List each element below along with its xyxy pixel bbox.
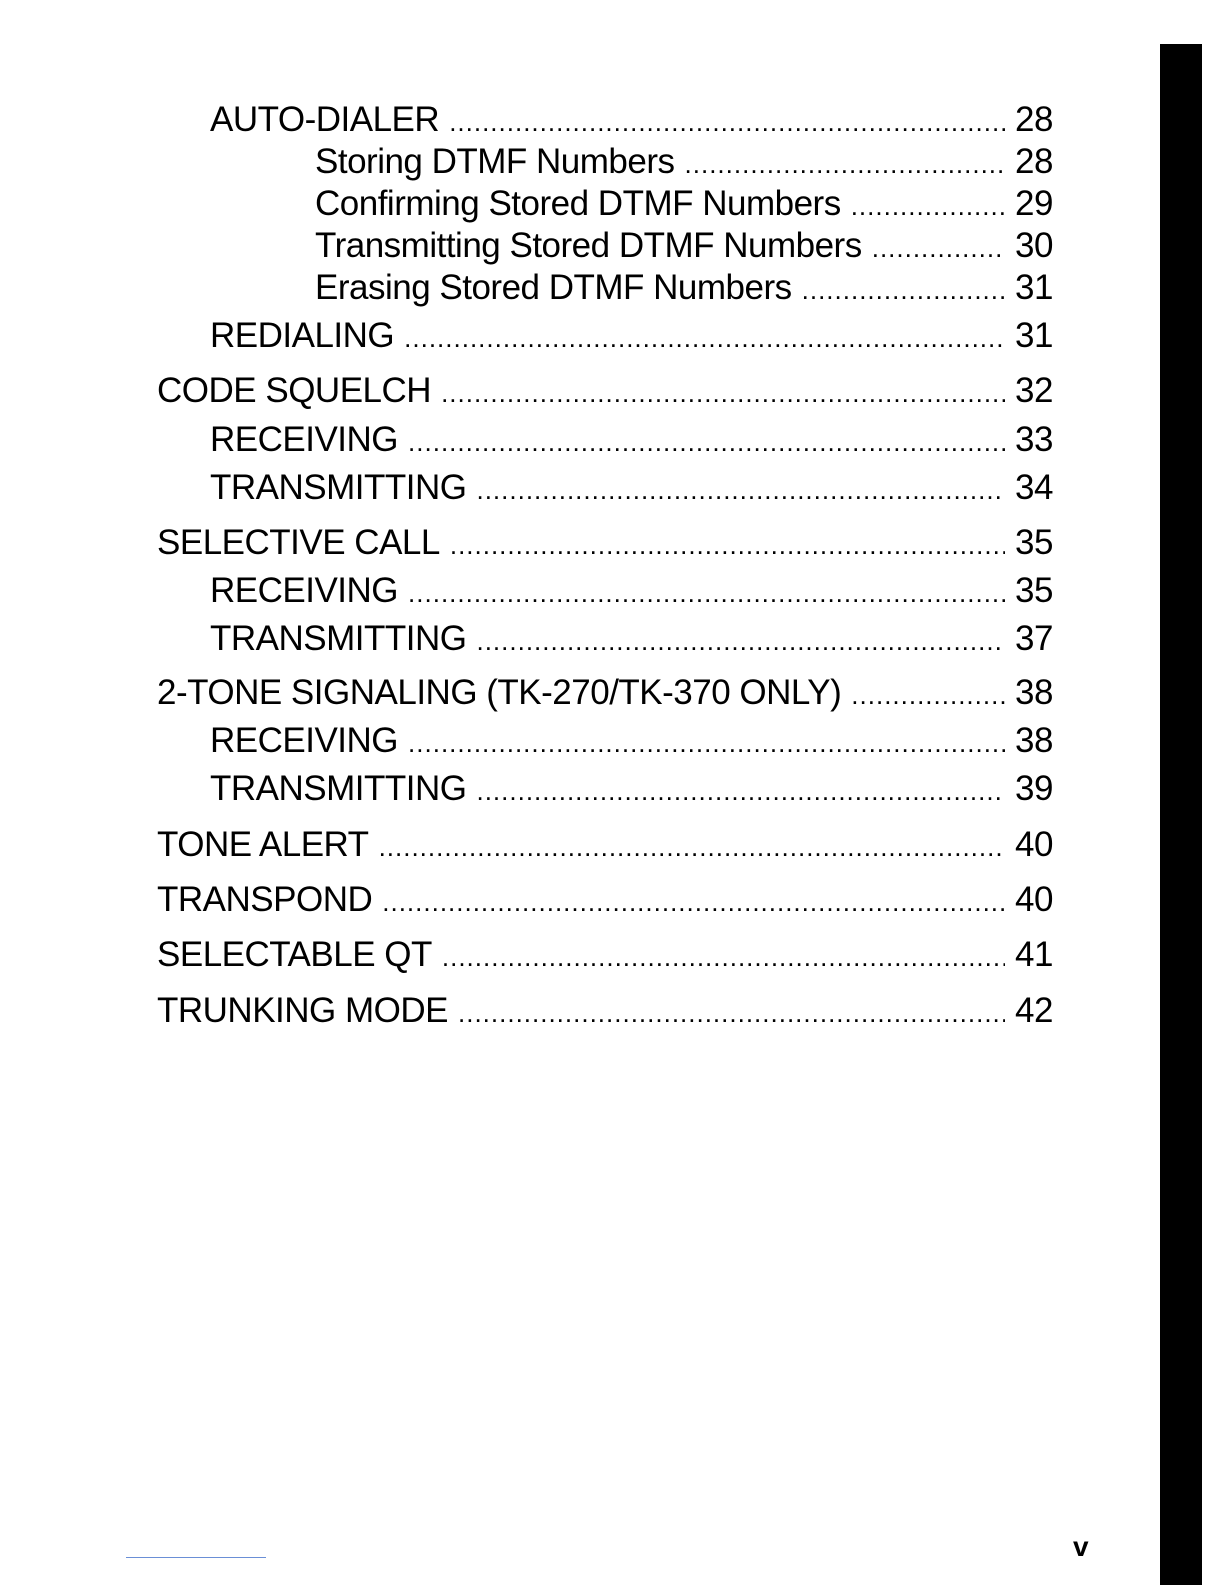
toc-entry-page: 32 xyxy=(1015,371,1053,410)
dot-leader xyxy=(441,373,1005,413)
toc-entry-label: TRANSPOND xyxy=(157,880,373,919)
toc-entry-label: TRANSMITTING xyxy=(210,769,467,808)
dot-leader xyxy=(872,228,1005,268)
toc-entry-selectable-qt[interactable] xyxy=(157,935,1057,977)
dot-leader xyxy=(408,723,1005,763)
toc-entry-redialing[interactable] xyxy=(210,316,1057,358)
toc-entry-page: 35 xyxy=(1015,571,1053,610)
toc-entry-selective-call[interactable] xyxy=(157,523,1057,565)
toc-entry-page: 38 xyxy=(1015,673,1053,712)
toc-entry-label: CODE SQUELCH xyxy=(157,371,432,410)
toc-entry-transmitting-stored-dtmf-numbers[interactable] xyxy=(315,226,1057,268)
toc-entry-label: SELECTIVE CALL xyxy=(157,523,440,562)
toc-entry-page: 37 xyxy=(1015,619,1053,658)
toc-entry-2-tone-transmitting[interactable] xyxy=(210,769,1057,811)
dot-leader xyxy=(476,470,1005,510)
toc-entry-label: TRUNKING MODE xyxy=(157,991,448,1030)
dot-leader xyxy=(442,937,1005,977)
toc-entry-code-squelch-receiving[interactable] xyxy=(210,420,1057,462)
toc-entry-label: Erasing Stored DTMF Numbers xyxy=(315,268,792,307)
footnote-divider xyxy=(126,1557,266,1558)
dot-leader xyxy=(450,525,1005,565)
toc-entry-2-tone-signaling[interactable] xyxy=(157,673,1057,715)
dot-leader xyxy=(382,882,1005,922)
toc-entry-transpond[interactable] xyxy=(157,880,1057,922)
dot-leader xyxy=(476,621,1005,661)
toc-entry-page: 40 xyxy=(1015,825,1053,864)
toc-entry-label: TRANSMITTING xyxy=(210,619,467,658)
toc-entry-page: 39 xyxy=(1015,769,1053,808)
toc-entry-storing-dtmf-numbers[interactable] xyxy=(315,142,1057,184)
toc-entry-code-squelch-transmitting[interactable] xyxy=(210,468,1057,510)
toc-entry-label: Confirming Stored DTMF Numbers xyxy=(315,184,841,223)
toc-entry-label: SELECTABLE QT xyxy=(157,935,432,974)
toc-entry-page: 42 xyxy=(1015,991,1053,1030)
dot-leader xyxy=(685,144,1005,184)
toc-entry-page: 29 xyxy=(1015,184,1053,223)
toc-entry-confirming-stored-dtmf-numbers[interactable] xyxy=(315,184,1057,226)
dot-leader xyxy=(851,675,1005,715)
toc-entry-tone-alert[interactable] xyxy=(157,825,1057,867)
page-number: v xyxy=(1073,1531,1089,1562)
toc-entry-label: Transmitting Stored DTMF Numbers xyxy=(315,226,862,265)
dot-leader xyxy=(408,573,1005,613)
toc-entry-page: 35 xyxy=(1015,523,1053,562)
toc-entry-selective-call-receiving[interactable] xyxy=(210,571,1057,613)
toc-entry-label: AUTO-DIALER xyxy=(210,100,440,139)
toc-entry-label: 2-TONE SIGNALING (TK-270/TK-370 ONLY) xyxy=(157,673,842,712)
toc-entry-page: 28 xyxy=(1015,142,1053,181)
dot-leader xyxy=(404,318,1005,358)
toc-entry-label: RECEIVING xyxy=(210,571,399,610)
dot-leader xyxy=(408,422,1005,462)
toc-entry-page: 28 xyxy=(1015,100,1053,139)
dot-leader xyxy=(379,827,1005,867)
toc-entry-page: 33 xyxy=(1015,420,1053,459)
toc-entry-trunking-mode[interactable] xyxy=(157,991,1057,1033)
toc-entry-label: RECEIVING xyxy=(210,721,399,760)
toc-entry-page: 41 xyxy=(1015,935,1053,974)
toc-entry-label: RECEIVING xyxy=(210,420,399,459)
toc-entry-page: 30 xyxy=(1015,226,1053,265)
toc-entry-code-squelch[interactable] xyxy=(157,371,1057,413)
toc-entry-page: 31 xyxy=(1015,268,1053,307)
toc-entry-label: Storing DTMF Numbers xyxy=(315,142,675,181)
toc-entry-label: TRANSMITTING xyxy=(210,468,467,507)
dot-leader xyxy=(476,771,1005,811)
dot-leader xyxy=(802,270,1005,310)
toc-entry-selective-call-transmitting[interactable] xyxy=(210,619,1057,661)
toc-entry-erasing-stored-dtmf-numbers[interactable] xyxy=(315,268,1057,310)
toc-entry-label: TONE ALERT xyxy=(157,825,369,864)
toc-entry-page: 40 xyxy=(1015,880,1053,919)
dot-leader xyxy=(449,102,1005,142)
toc-entry-2-tone-receiving[interactable] xyxy=(210,721,1057,763)
toc-entry-page: 31 xyxy=(1015,316,1053,355)
toc-entry-auto-dialer[interactable] xyxy=(210,100,1057,142)
toc-entry-page: 38 xyxy=(1015,721,1053,760)
dot-leader xyxy=(458,993,1005,1033)
toc-entry-label: REDIALING xyxy=(210,316,395,355)
toc-entry-page: 34 xyxy=(1015,468,1053,507)
dot-leader xyxy=(851,186,1005,226)
